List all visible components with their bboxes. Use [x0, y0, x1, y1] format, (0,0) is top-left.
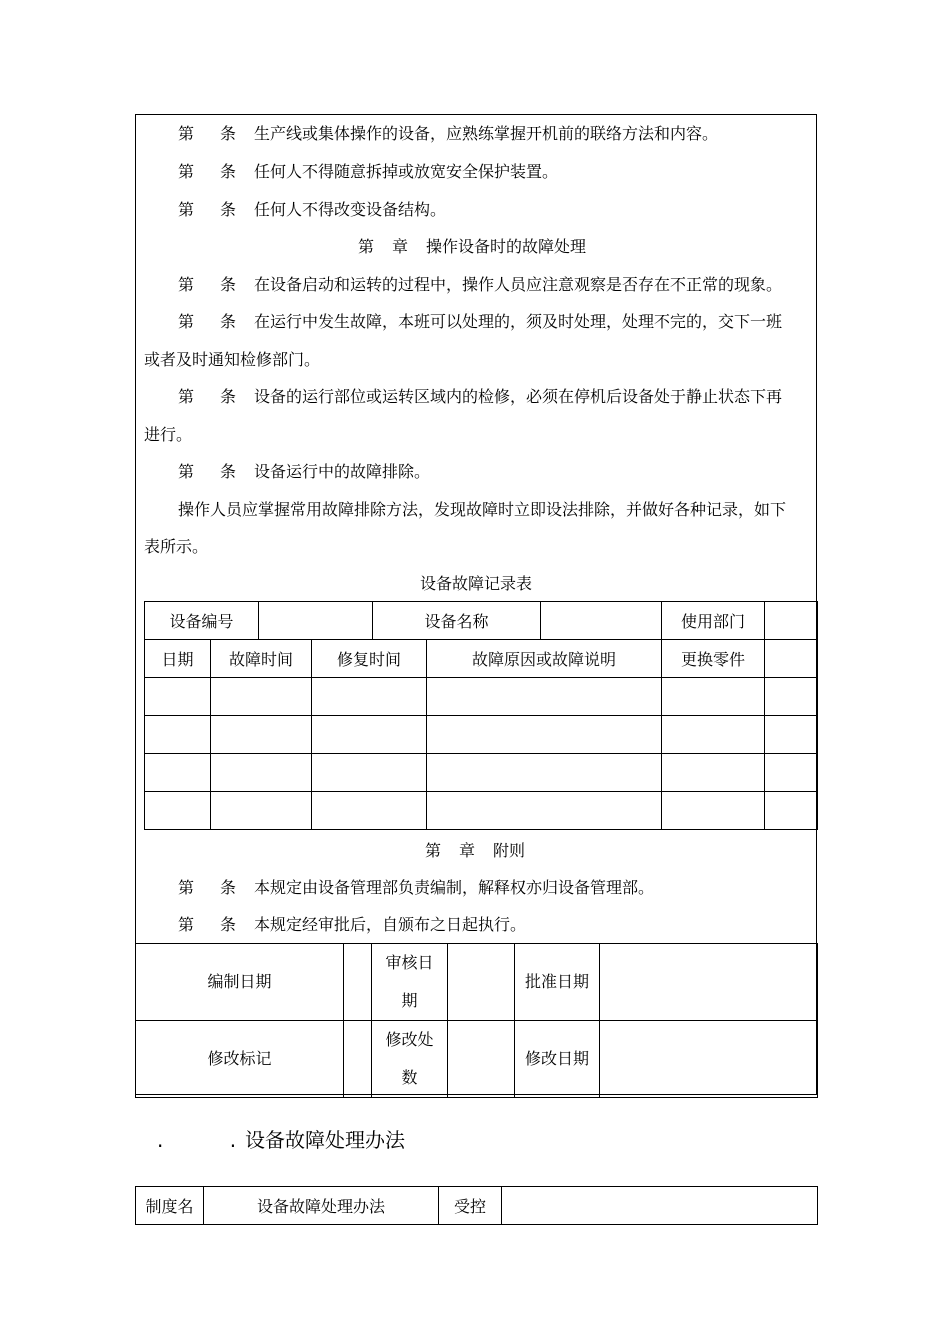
- table-row: [136, 1187, 818, 1225]
- article-line: 第 条 本规定经审批后，自颁布之日起执行。: [178, 915, 527, 934]
- value-policy-name: 设备故障处理办法: [204, 1187, 439, 1225]
- table-cell: [145, 754, 211, 792]
- table-cell: [344, 944, 372, 1021]
- table-cell: [312, 792, 427, 830]
- table-cell: [662, 754, 765, 792]
- label-department: 使用部门: [662, 602, 765, 640]
- table-caption: 设备故障记录表: [419, 574, 532, 593]
- article-line: 第 条 在设备启动和运转的过程中，操作人员应注意观察是否存在不正常的现象。: [178, 275, 783, 294]
- table-cell: [427, 716, 662, 754]
- table-cell: [312, 716, 427, 754]
- header-fault-time: 故障时间: [211, 640, 312, 678]
- table-row: [145, 792, 818, 830]
- table-row: [136, 1021, 818, 1098]
- table-cell: [427, 754, 662, 792]
- table-cell: [662, 716, 765, 754]
- table-cell: [765, 678, 818, 716]
- header-blank: [765, 640, 818, 678]
- table-row: [145, 678, 818, 716]
- article-line: 第 条 设备运行中的故障排除。: [178, 462, 431, 481]
- chapter-heading: 第 章 附则: [425, 841, 526, 860]
- article-line: 第 条 任何人不得改变设备结构。: [178, 200, 447, 219]
- paragraph-line: 操作人员应掌握常用故障排除方法，发现故障时立即设法排除，并做好各种记录，如下: [178, 500, 787, 519]
- document-info-table: [135, 1186, 818, 1225]
- table-cell: [600, 1021, 818, 1098]
- heading-dots: . .: [157, 1128, 267, 1152]
- value-equipment-name: [541, 602, 662, 640]
- table-row: [145, 754, 818, 792]
- table-cell: [211, 678, 312, 716]
- table-cell: [211, 754, 312, 792]
- fault-record-table: [144, 601, 818, 830]
- table-cell: [145, 678, 211, 716]
- label-approve-date: 批准日期: [515, 944, 600, 1021]
- label-revision-date: 修改日期: [515, 1021, 600, 1098]
- table-cell: [427, 678, 662, 716]
- article-line: 第 条 生产线或集体操作的设备，应熟练掌握开机前的联络方法和内容。: [178, 124, 719, 143]
- table-cell: [765, 716, 818, 754]
- table-cell: [312, 678, 427, 716]
- header-repair-time: 修复时间: [312, 640, 427, 678]
- label-equipment-name: 设备名称: [373, 602, 541, 640]
- table-row: [136, 944, 818, 1021]
- label-revision-count: 修改处 数: [372, 1021, 448, 1098]
- table-cell: [427, 792, 662, 830]
- label-equipment-no: 设备编号: [145, 602, 259, 640]
- paragraph-continuation: 表所示。: [144, 537, 209, 556]
- table-cell: [448, 1021, 515, 1098]
- table-row: [145, 716, 818, 754]
- table-cell: [765, 792, 818, 830]
- table-cell: [312, 754, 427, 792]
- header-fault-cause: 故障原因或故障说明: [427, 640, 662, 678]
- table-cell: [662, 678, 765, 716]
- label-controlled: 受控: [439, 1187, 502, 1225]
- value-equipment-no: [259, 602, 373, 640]
- label-policy-name: 制度名: [136, 1187, 204, 1225]
- chapter-heading: 第 章 操作设备时的故障处理: [358, 237, 587, 256]
- table-cell: [765, 754, 818, 792]
- label-revision-mark: 修改标记: [136, 1021, 344, 1098]
- article-line: 第 条 任何人不得随意拆掉或放宽安全保护装置。: [178, 162, 559, 181]
- article-continuation: 进行。: [144, 425, 193, 444]
- document-heading: [157, 1124, 405, 1153]
- table-cell: [662, 792, 765, 830]
- header-replaced-parts: 更换零件: [662, 640, 765, 678]
- table-cell: [448, 944, 515, 1021]
- article-line: 第 条 设备的运行部位或运转区域内的检修，必须在停机后设备处于静止状态下再: [178, 387, 783, 406]
- article-line: 第 条 在运行中发生故障，本班可以处理的，须及时处理，处理不完的，交下一班: [178, 312, 783, 331]
- table-cell: [344, 1021, 372, 1098]
- table-cell: [211, 716, 312, 754]
- value-department: [765, 602, 818, 640]
- table-cell: [600, 944, 818, 1021]
- value-controlled: [502, 1187, 818, 1225]
- table-row: [145, 602, 818, 640]
- heading-title: 设备故障处理办法: [245, 1128, 405, 1152]
- table-header-row: [145, 640, 818, 678]
- header-date: 日期: [145, 640, 211, 678]
- article-continuation: 或者及时通知检修部门。: [144, 350, 321, 369]
- table-cell: [211, 792, 312, 830]
- label-compile-date: 编制日期: [136, 944, 344, 1021]
- table-cell: [145, 716, 211, 754]
- table-cell: [145, 792, 211, 830]
- approval-table: [135, 943, 818, 1098]
- label-review-date: 审核日 期: [372, 944, 448, 1021]
- article-line: 第 条 本规定由设备管理部负责编制，解释权亦归设备管理部。: [178, 878, 655, 897]
